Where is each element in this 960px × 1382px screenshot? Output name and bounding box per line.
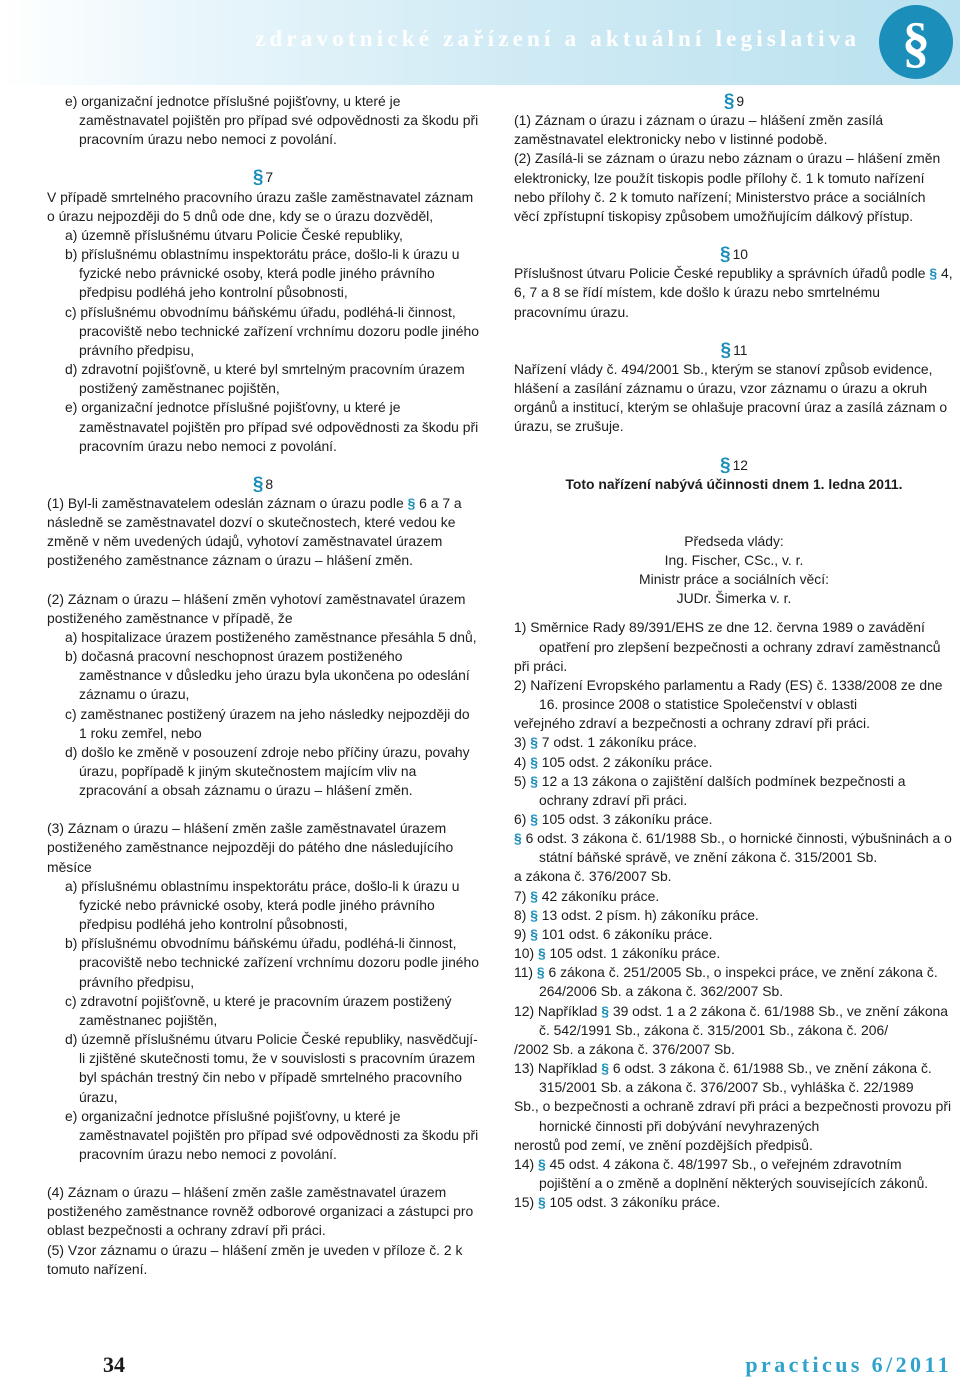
effective-date-statement: Toto nařízení nabývá účinnosti dnem 1. ledna 2011. (565, 475, 903, 492)
footnote: 13) Například § 6 odst. 3 zákona č. 61/1988 Sb., ve znění zákona č. 315/2001 Sb. a zákona č. 376/2007 Sb., vyhláška č. 22/1989 (514, 1060, 932, 1096)
paragraph: při práci. (514, 657, 568, 674)
spacer (47, 800, 479, 819)
spacer (514, 322, 954, 341)
footnote: 8) § 13 odst. 2 písm. h) zákoníku práce. (514, 906, 759, 923)
left-text-column (47, 92, 479, 1279)
section-sign-icon: § (537, 1194, 546, 1211)
footnote: Sb., o bezpečnosti a ochraně zdraví při práci a bezpečnosti provozu při hornické činnosti při dobývání nevyhrazených (514, 1098, 952, 1134)
paragraph: (1) Záznam o úrazu i záznam o úrazu – hlášení změn zasílá zaměstnavatel elektronicky nebo v listinné podobě. (514, 112, 884, 148)
section-sign-icon: § (252, 473, 264, 495)
section-sign-icon: § (720, 339, 732, 361)
signature-line: Předseda vlády: (684, 532, 784, 549)
paragraph: (2) Záznam o úrazu – hlášení změn vyhotoví zaměstnavatel úrazem postiženého zaměstnance v případě, že (47, 590, 466, 626)
section-sign-icon: § (530, 887, 538, 904)
section-sign-icon: § (719, 244, 731, 266)
paragraph: (3) Záznam o úrazu – hlášení změn zašle zaměstnavatel úrazem postiženého zaměstnance nejpozději do pátého dne následujícího měsíce (47, 820, 454, 875)
svg-text:§: § (902, 12, 930, 74)
section-sign-icon: § (723, 91, 735, 112)
signature-line: JUDr. Šimerka v. r. (676, 590, 792, 607)
paragraph: V případě smrtelného pracovního úrazu zašle zaměstnavatel záznam o úrazu nejpozději do 5 dnů ode dne, kdy se o úrazu dozvěděl, (47, 188, 474, 224)
spacer (47, 571, 479, 590)
list-item: d) došlo ke změně v posouzení zdroje nebo příčiny úrazu, povahy úrazu, popřípadě k jiným skutečnostem majícím vliv na zpracování a obsah záznamu o úrazu – hlášení změn. (65, 743, 470, 799)
footnote: 4) § 105 odst. 2 zákoníku práce. (514, 753, 713, 770)
spacer (514, 226, 954, 245)
section-sign-icon: § (530, 811, 538, 827)
right-text-column (514, 92, 954, 1212)
paragraph: nerostů pod zemí, ve znění pozdějších předpisů. (514, 1136, 813, 1153)
footnote: 14) § 45 odst. 4 zákona č. 48/1997 Sb., o veřejném zdravotním pojištění a o změně a doplnění některých souvisejících zákonů. (514, 1155, 929, 1191)
signature-line: Ing. Fischer, CSc., v. r. (664, 551, 804, 568)
section-sign-icon: § (514, 830, 522, 847)
section-sign-icon: § (252, 167, 264, 189)
footnote: 5) § 12 a 13 zákona o zajištění dalších podmínek bezpečnosti a ochrany zdraví při práci. (514, 772, 906, 808)
section-sign-icon: § (407, 494, 416, 511)
section-heading (514, 92, 954, 111)
section-sign-icon: § (530, 753, 538, 770)
section-number: 10 (732, 246, 749, 263)
page-header-title: zdravotnické zařízení a aktuální legislativa (255, 26, 861, 51)
section-sign-icon: § (530, 925, 538, 942)
spacer (47, 149, 479, 168)
section-heading (47, 168, 479, 187)
footnote: 11) § 6 zákona č. 251/2005 Sb., o inspekci práce, ve znění zákona č. 264/2006 Sb. a zákona č. 362/2007 Sb. (514, 964, 938, 1000)
paragraph: (4) Záznam o úrazu – hlášení změn zašle zaměstnavatel úrazem postiženého zaměstnance rovněž odborové organizaci a zástupci pro oblast bezpečnosti a ochrany zdraví při práci. (47, 1184, 474, 1239)
list-item: b) příslušnému obvodnímu báňskému úřadu, podléhá-li činnost, pracoviště nebo technické zařízení vrchnímu dozoru podle jiného právního předpisu, (65, 935, 479, 990)
section-sign-icon: § (719, 454, 731, 476)
page-number: 34 (103, 1352, 125, 1377)
paragraph: a zákona č. 376/2007 Sb. (514, 868, 672, 885)
section-heading (514, 456, 954, 475)
list-item: a) územně příslušnému útvaru Policie České republiky, (65, 226, 403, 243)
section-sign-icon: § (601, 1060, 609, 1077)
paragraph: (5) Vzor záznamu o úrazu – hlášení změn je uveden v příloze č. 2 k tomuto nařízení. (47, 1241, 463, 1277)
section-heading (47, 475, 479, 494)
list-item: a) příslušnému oblastnímu inspektorátu práce, došlo-li k úrazu u fyzické nebo právnické osoby, která podle jiného právního předpisu podléhá jeho kontrolní působnosti, (65, 877, 460, 933)
list-item: c) zaměstnanec postižený úrazem na jeho následky nejpozději do 1 roku zemřel, nebo (65, 705, 470, 741)
spacer (47, 1164, 479, 1183)
list-item: b) dočasná pracovní neschopnost úrazem postiženého zaměstnance v důsledku jeho úrazu byla ukončena po odeslání záznamu o úrazu, (65, 648, 470, 703)
section-number: 11 (733, 341, 748, 358)
section-sign-icon: § (601, 1002, 609, 1019)
list-item: e) organizační jednotce příslušné pojišťovny, u které je zaměstnavatel pojištěn pro případ své odpovědnosti za škodu při pracovním úrazu nebo nemoci z povolání. (65, 1107, 479, 1162)
section-sign-icon: § (530, 734, 538, 751)
spacer (514, 437, 954, 456)
section-sign-logo-icon (877, 3, 955, 81)
paragraph: Příslušnost útvaru Policie České republiky a správních úřadů podle § 4, 6, 7 a 8 se řídí místem, kde došlo k úrazu nebo smrtelnému pracovnímu úrazu. (514, 265, 953, 320)
section-sign-icon: § (929, 265, 938, 282)
list-item: c) příslušnému obvodnímu báňskému úřadu, podléhá-li činnost, pracoviště nebo technické zařízení vrchnímu dozoru podle jiného právního předpisu, (65, 303, 479, 358)
spacer (514, 513, 954, 532)
list-item: d) zdravotní pojišťovně, u které byl smrtelným pracovním úrazem postižený zaměstnanec pojištěn, (65, 361, 465, 397)
paragraph: Nařízení vlády č. 494/2001 Sb., kterým se stanoví způsob evidence, hlášení a zasílání záznamu o úrazu, vzor záznamu o úrazu a okruh orgánů a institucí, kterým se ohlašuje pracovní úraz a zasílá záznam o úrazu, se zrušuje. (514, 360, 948, 435)
paragraph: (2) Zasílá-li se záznam o úrazu nebo záznam o úrazu – hlášení změn elektronicky, lze použít tiskopis podle přílohy č. 1 k tomuto nařízení nebo přílohy č. 2 k tomuto nařízení; Ministerstvo práce a sociálních věcí zpřístupní tiskopisy způsobem umožňujícím dálkový přístup. (514, 150, 941, 224)
footnote: 3) § 7 odst. 1 zákoníku práce. (514, 734, 698, 751)
section-heading (514, 341, 954, 360)
footnote: 9) § 101 odst. 6 zákoníku práce. (514, 925, 713, 942)
footnote: 7) § 42 zákoníku práce. (514, 887, 660, 904)
journal-issue: practicus 6/2011 (745, 1352, 952, 1377)
list-item: c) zdravotní pojišťovně, u které je pracovním úrazem postižený zaměstnanec pojištěn, (65, 992, 452, 1028)
list-item: e) organizační jednotce příslušné pojišťovny, u které je zaměstnavatel pojištěn pro případ své odpovědnosti za škodu při pracovním úrazu nebo nemoci z povolání. (65, 399, 479, 454)
section-number: 8 (265, 475, 274, 492)
footnote: 6) § 105 odst. 3 zákoníku práce. (514, 811, 713, 827)
footnote: 1) Směrnice Rady 89/391/EHS ze dne 12. června 1989 o zavádění opatření pro zlepšení bezpečnosti a ochrany zdraví zaměstnanců (514, 619, 941, 655)
section-sign-icon: § (536, 964, 545, 981)
footnote: 12) Například § 39 odst. 1 a 2 zákona č. 61/1988 Sb., ve znění zákona č. 542/1991 Sb., zákona č. 315/2001 Sb., zákona č. 206/ (514, 1002, 948, 1038)
section-heading (514, 245, 954, 264)
paragraph: (1) Byl-li zaměstnavatelem odeslán záznam o úrazu podle § 6 a 7 a následně se zaměstnavatel dozví o skutečnostech, které vedou ke změně v něm uvedených údajů, vyhotoví zaměstnavatel úrazem postiženého zaměstnance záznam o úrazu – hlášení změn. (47, 494, 462, 569)
section-number: 9 (736, 93, 745, 109)
section-sign-icon: § (530, 906, 538, 923)
section-number: 7 (265, 169, 274, 186)
footnote: § 6 odst. 3 zákona č. 61/1988 Sb., o hornické činnosti, výbušninách a o státní báňské správě, ve znění zákona č. 315/2001 Sb. (514, 830, 952, 866)
list-item: a) hospitalizace úrazem postiženého zaměstnance přesáhla 5 dnů, (65, 628, 477, 645)
section-sign-icon: § (537, 945, 546, 962)
list-item: d) územně příslušnému útvaru Policie České republiky, nasvědčují-li zjištěné skutečnosti tomu, že v souvislosti s pracovním úrazem byl spáchán trestný čin nebo v případě smrtelného pracovního úrazu, (65, 1031, 478, 1105)
footnote: 15) § 105 odst. 3 zákoníku práce. (514, 1194, 721, 1211)
paragraph: /2002 Sb. a zákona č. 376/2007 Sb. (514, 1040, 735, 1057)
signature-line: Ministr práce a sociálních věcí: (639, 571, 829, 588)
paragraph: veřejného zdraví a bezpečnosti a ochrany zdraví při práci. (514, 715, 870, 732)
section-number: 12 (732, 456, 749, 473)
section-sign-icon: § (537, 1155, 546, 1172)
list-item: e) organizační jednotce příslušné pojišťovny, u které je zaměstnavatel pojištěn pro případ své odpovědnosti za škodu při pracovním úrazu nebo nemoci z povolání. (65, 93, 479, 148)
footnote: 2) Nařízení Evropského parlamentu a Rady (ES) č. 1338/2008 ze dne 16. prosince 2008 o statistice Společenství v oblasti (514, 676, 943, 713)
section-sign-icon: § (530, 772, 538, 789)
spacer (47, 456, 479, 475)
spacer (514, 494, 954, 513)
spacer (514, 608, 954, 618)
footnote: 10) § 105 odst. 1 zákoníku práce. (514, 945, 721, 962)
list-item: b) příslušnému oblastnímu inspektorátu práce, došlo-li k úrazu u fyzické nebo právnické osoby, která podle jiného právního předpisu podléhá jeho kontrolní působnosti, (65, 246, 460, 301)
